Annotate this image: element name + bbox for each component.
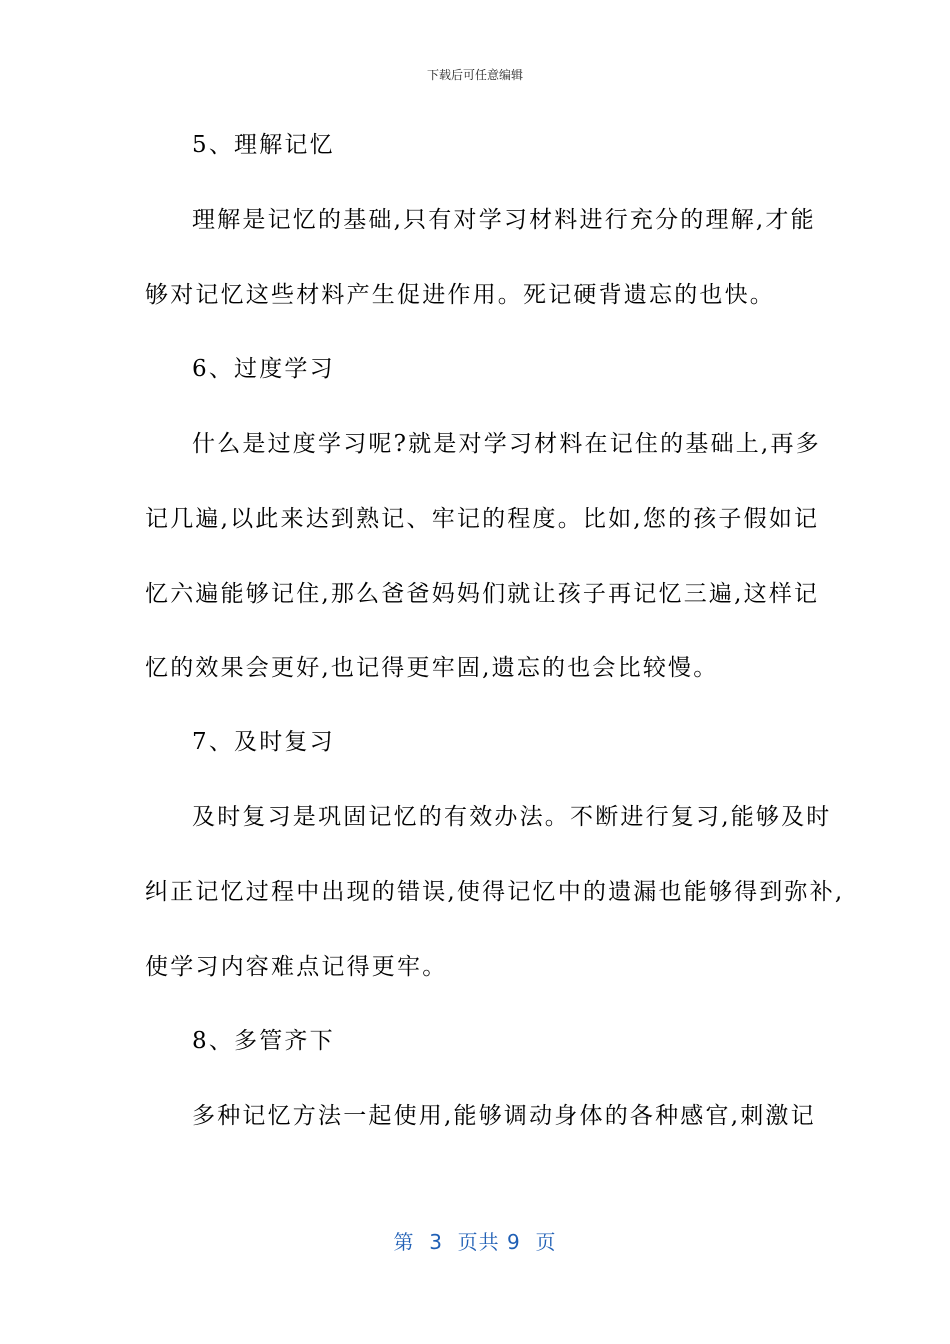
- paragraph-line: 什么是过度学习呢?就是对学习材料在记住的基础上,再多: [192, 431, 821, 457]
- paragraph-line: 忆的效果会更好,也记得更牢固,遗忘的也会比较慢。: [145, 655, 719, 681]
- heading-multiple-methods: 8、多管齐下: [192, 1028, 335, 1054]
- paragraph-line: 够对记忆这些材料产生促进作用。死记硬背遗忘的也快。: [145, 282, 775, 308]
- page-number: 第 3 页共 9 页: [393, 1230, 557, 1254]
- header-note: 下载后可任意编辑: [426, 68, 523, 82]
- heading-timely-review: 7、及时复习: [192, 729, 335, 755]
- paragraph-line: 忆六遍能够记住,那么爸爸妈妈们就让孩子再记忆三遍,这样记: [145, 581, 820, 607]
- paragraph-line: 使学习内容难点记得更牢。: [145, 954, 448, 980]
- paragraph-line: 纠正记忆过程中出现的错误,使得记忆中的遗漏也能够得到弥补,: [145, 879, 845, 905]
- paragraph-line: 及时复习是巩固记忆的有效办法。不断进行复习,能够及时: [192, 804, 832, 830]
- paragraph-line: 多种记忆方法一起使用,能够调动身体的各种感官,刺激记: [192, 1103, 816, 1129]
- paragraph-line: 记几遍,以此来达到熟记、牢记的程度。比如,您的孩子假如记: [145, 506, 820, 532]
- heading-understanding-memory: 5、理解记忆: [192, 132, 335, 158]
- paragraph-line: 理解是记忆的基础,只有对学习材料进行充分的理解,才能: [192, 207, 816, 233]
- heading-overlearning: 6、过度学习: [192, 356, 335, 382]
